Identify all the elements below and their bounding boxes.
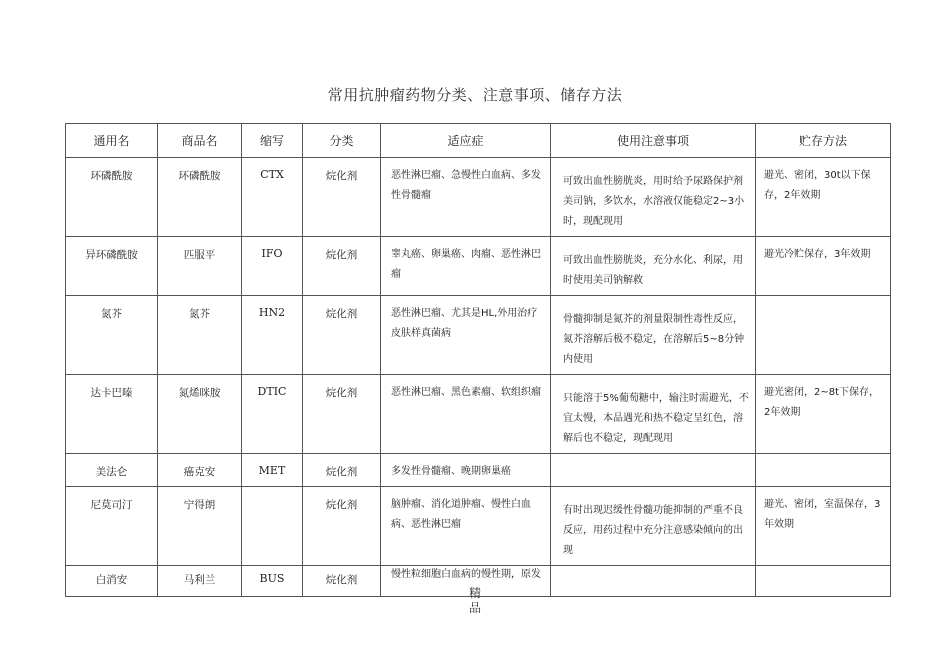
category-cell: 烷化剂: [303, 487, 381, 566]
category-cell: 烷化剂: [303, 454, 381, 487]
category-cell: 烷化剂: [303, 566, 381, 597]
generic-name-cell: 氮芥: [66, 296, 158, 375]
table-row: [66, 375, 891, 454]
indication-cell: 脑肿瘤、消化道肿瘤、慢性白血病、恶性淋巴瘤: [381, 487, 551, 566]
generic-name-cell: 环磷酰胺: [66, 158, 158, 237]
abbreviation-cell: DTIC: [242, 375, 303, 454]
brand-name-cell: 环磷酰胺: [158, 158, 242, 237]
column-header-storage: 贮存方法: [756, 124, 891, 158]
category-cell: 烷化剂: [303, 296, 381, 375]
indication-cell: 多发性骨髓瘤、晚期卵巢癌: [381, 454, 551, 487]
usage-notes-cell: [551, 454, 756, 487]
generic-name-cell: 尼莫司汀: [66, 487, 158, 566]
column-header-usage-notes: 使用注意事项: [551, 124, 756, 158]
indication-cell: 慢性粒细胞白血病的慢性期，原发: [381, 566, 551, 597]
table-header-row: [66, 124, 891, 158]
footer-char: 品: [468, 601, 481, 615]
abbreviation-cell: [242, 487, 303, 566]
abbreviation-cell: MET: [242, 454, 303, 487]
storage-cell: 避光冷贮保存，3年效期: [756, 237, 891, 296]
brand-name-cell: 宁得朗: [158, 487, 242, 566]
storage-cell: [756, 454, 891, 487]
usage-notes-cell: 只能溶于5%葡萄糖中，输注时需避光，不宜太慢，本品遇光和热不稳定呈红色，溶解后也不稳定，现配现用: [551, 375, 756, 454]
abbreviation-cell: CTX: [242, 158, 303, 237]
abbreviation-cell: HN2: [242, 296, 303, 375]
table-row: [66, 237, 891, 296]
table-row: [66, 487, 891, 566]
category-cell: 烷化剂: [303, 158, 381, 237]
column-header-brand-name: 商品名: [158, 124, 242, 158]
column-header-category: 分类: [303, 124, 381, 158]
usage-notes-cell: 可致出血性膀胱炎，用时给予尿路保护剂美司钠，多饮水，水溶液仅能稳定2~3小时，现配现用: [551, 158, 756, 237]
table-row: [66, 296, 891, 375]
drug-table: [65, 123, 891, 597]
column-header-indication: 适应症: [381, 124, 551, 158]
indication-cell: 睾丸癌、卵巢癌、肉瘤、恶性淋巴瘤: [381, 237, 551, 296]
storage-cell: [756, 566, 891, 597]
generic-name-cell: 达卡巴嗪: [66, 375, 158, 454]
table-row: [66, 158, 891, 237]
usage-notes-cell: 骨髓抑制是氮芥的剂量限制性毒性反应，氮芥溶解后极不稳定，在溶解后5~8分钟内使用: [551, 296, 756, 375]
category-cell: 烷化剂: [303, 237, 381, 296]
indication-cell: 恶性淋巴瘤、黑色素瘤、软组织瘤: [381, 375, 551, 454]
brand-name-cell: 匹服平: [158, 237, 242, 296]
brand-name-cell: 氮芥: [158, 296, 242, 375]
brand-name-cell: 马利兰: [158, 566, 242, 597]
indication-cell: 恶性淋巴瘤、尤其是HL,外用治疗皮肤样真菌病: [381, 296, 551, 375]
brand-name-cell: 癌克安: [158, 454, 242, 487]
storage-cell: 避光、密闭，30t以下保存，2年效期: [756, 158, 891, 237]
footer-mark: [460, 586, 490, 616]
indication-cell: 恶性淋巴瘤、急慢性白血病、多发性骨髓瘤: [381, 158, 551, 237]
table-row: [66, 454, 891, 487]
abbreviation-cell: BUS: [242, 566, 303, 597]
brand-name-cell: 氮烯咪胺: [158, 375, 242, 454]
abbreviation-cell: IFO: [242, 237, 303, 296]
generic-name-cell: 白消安: [66, 566, 158, 597]
column-header-generic-name: 通用名: [66, 124, 158, 158]
column-header-abbreviation: 缩写: [242, 124, 303, 158]
generic-name-cell: 美法仑: [66, 454, 158, 487]
generic-name-cell: 异环磷酰胺: [66, 237, 158, 296]
usage-notes-cell: [551, 566, 756, 597]
storage-cell: [756, 296, 891, 375]
storage-cell: 避光密闭，2~8t下保存，2年效期: [756, 375, 891, 454]
storage-cell: 避光、密闭，室温保存，3年效期: [756, 487, 891, 566]
category-cell: 烷化剂: [303, 375, 381, 454]
usage-notes-cell: 有时出现迟缓性骨髓功能抑制的严重不良反应，用药过程中充分注意感染倾向的出现: [551, 487, 756, 566]
page-title: 常用抗肿瘤药物分类、注意事项、储存方法: [327, 86, 623, 104]
usage-notes-cell: 可致出血性膀胱炎，充分水化、利尿，用时使用美司钠解救: [551, 237, 756, 296]
footer-char: 精: [468, 586, 481, 600]
